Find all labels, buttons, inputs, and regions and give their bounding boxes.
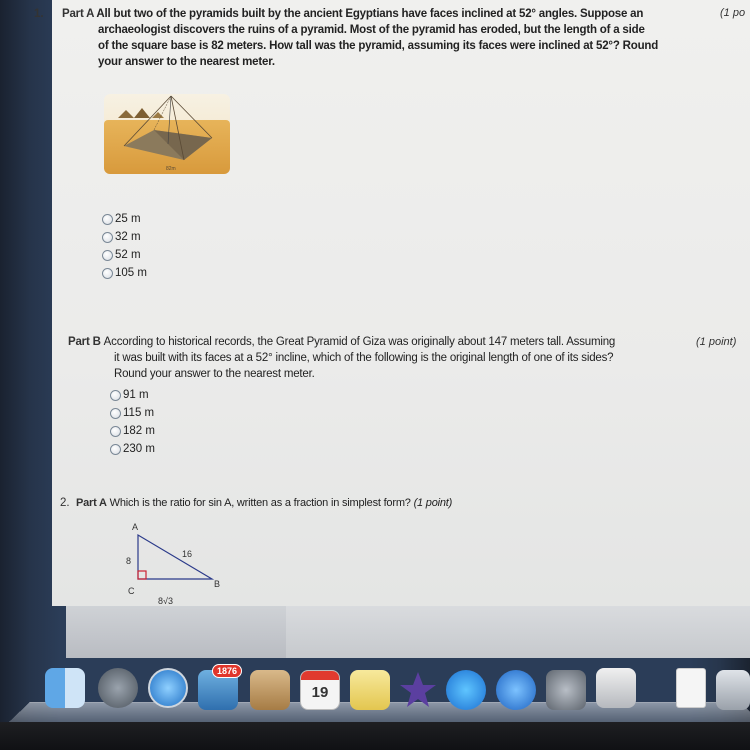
option-1a-0[interactable] — [102, 210, 147, 228]
option-label: 25 m — [115, 213, 141, 225]
radio-button[interactable] — [102, 250, 113, 261]
option-1b-2[interactable] — [110, 422, 155, 440]
option-1a-1[interactable] — [102, 228, 147, 246]
q1b-line-0: According to historical records, the Great Pyramid of Giza was originally about 147 meters tall. Assuming — [103, 336, 616, 348]
points-label: (1 point) — [413, 497, 453, 509]
q1-line-3: your answer to the nearest meter. — [98, 56, 275, 68]
option-label: 105 m — [115, 267, 147, 279]
question-1a-text — [62, 6, 643, 22]
question-1b-options — [110, 386, 155, 458]
option-label: 52 m — [115, 249, 141, 261]
monitor-bezel — [0, 722, 750, 750]
radio-button[interactable] — [102, 232, 113, 243]
system-preferences-icon[interactable] — [546, 670, 586, 710]
option-label: 115 m — [123, 407, 155, 419]
radio-button[interactable] — [110, 426, 121, 437]
finder-icon[interactable] — [45, 668, 85, 708]
option-label: 182 m — [123, 425, 155, 437]
question-1b-text — [68, 334, 615, 350]
part-label: Part B — [68, 336, 101, 348]
itunes-icon[interactable] — [446, 670, 486, 710]
window-lower-area — [66, 606, 750, 658]
radio-button[interactable] — [110, 408, 121, 419]
pyramid-image — [104, 94, 230, 174]
part-label: Part A — [76, 497, 107, 509]
side-ab-label: 16 — [182, 549, 193, 559]
radio-button[interactable] — [102, 268, 113, 279]
image-base-label: 82m — [166, 166, 176, 172]
radio-button[interactable] — [110, 390, 121, 401]
preview-icon[interactable] — [716, 670, 750, 710]
contacts-icon[interactable] — [250, 670, 290, 710]
dock — [0, 662, 750, 722]
option-1a-2[interactable] — [102, 246, 147, 264]
calendar-day: 19 — [311, 684, 329, 701]
option-1b-3[interactable] — [110, 440, 155, 458]
question-number: 2. — [60, 497, 70, 509]
q2-text: Which is the ratio for sin A, written as a fraction in simplest form? — [109, 497, 411, 509]
option-1b-0[interactable] — [110, 386, 155, 404]
q1b-line-1: it was built with its faces at a 52° incline, which of the following is the original length of one of its sides? — [114, 352, 614, 364]
right-triangle-diagram — [118, 518, 228, 608]
quiz-page — [34, 0, 750, 606]
side-cb-label: 8√3 — [158, 596, 173, 606]
option-1a-3[interactable] — [102, 264, 147, 282]
vertex-b-label: B — [214, 579, 221, 589]
option-label: 32 m — [115, 231, 141, 243]
window-lower-area-right — [286, 606, 750, 658]
radio-button[interactable] — [102, 214, 113, 225]
option-1b-1[interactable] — [110, 404, 155, 422]
option-label: 91 m — [123, 389, 149, 401]
q1-line-0: All but two of the pyramids built by the ancient Egyptians have faces inclined at 52° angles. Suppose an — [96, 8, 644, 20]
vertex-a-label: A — [132, 522, 139, 532]
radio-button[interactable] — [110, 444, 121, 455]
safari-icon[interactable] — [148, 668, 188, 708]
launchpad-icon[interactable] — [98, 668, 138, 708]
q1-line-1: archaeologist discovers the ruins of a pyramid. Most of the pyramid has eroded, but the length of a side — [98, 24, 645, 36]
points-label: (1 po — [720, 7, 746, 19]
question-2a-text — [76, 495, 452, 511]
part-label: Part A — [62, 8, 94, 20]
question-number: 1. — [34, 8, 44, 20]
calendar-icon[interactable] — [300, 670, 340, 710]
photo-booth-icon[interactable] — [596, 668, 636, 708]
side-ac-label: 8 — [126, 556, 132, 566]
mail-badge: 1876 — [212, 664, 242, 678]
question-1a-options — [102, 210, 147, 282]
option-label: 230 m — [123, 443, 155, 455]
points-label: (1 point) — [696, 336, 737, 348]
q1-line-2: of the square base is 82 meters. How tall was the pyramid, assuming its faces were inclined at 52°? Round — [98, 40, 659, 52]
document-icon[interactable] — [676, 668, 706, 708]
app-store-icon[interactable] — [496, 670, 536, 710]
q1b-line-2: Round your answer to the nearest meter. — [114, 368, 315, 380]
notes-icon[interactable] — [350, 670, 390, 710]
imovie-icon[interactable] — [398, 670, 438, 710]
vertex-c-label: C — [128, 586, 135, 596]
